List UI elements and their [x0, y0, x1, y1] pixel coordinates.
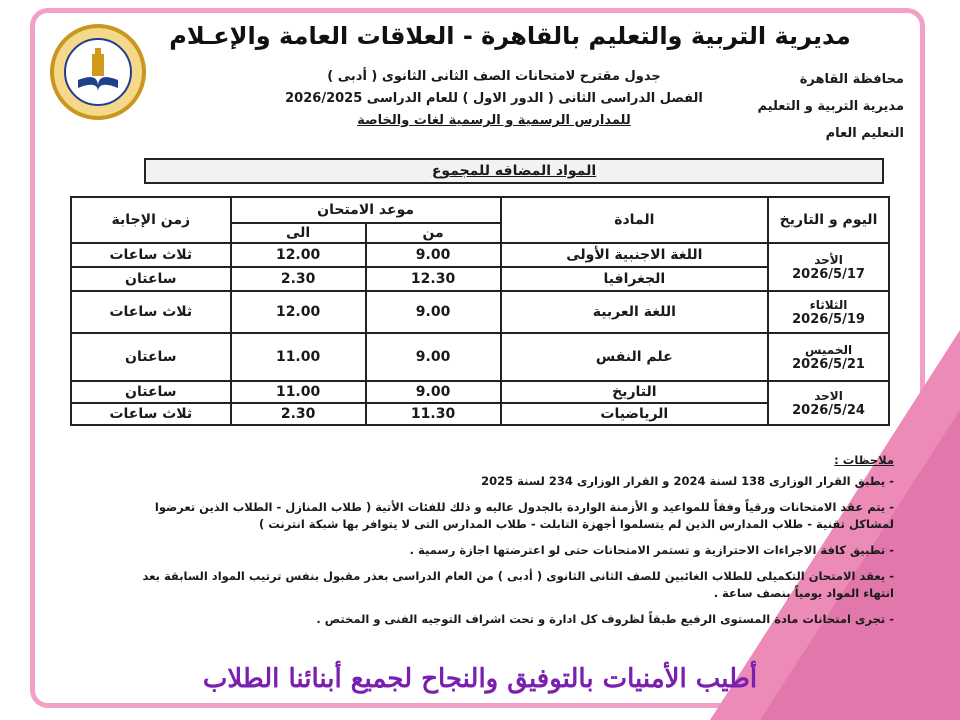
table-row [71, 381, 889, 403]
subject-cell: الرياضيات [501, 403, 769, 425]
from-cell: 9.00 [366, 333, 501, 381]
header-duration: زمن الإجابة [71, 197, 231, 243]
to-cell: 12.00 [231, 291, 366, 333]
duration-cell: ساعتان [71, 381, 231, 403]
header-from: من [366, 223, 501, 243]
duration-cell: ثلاث ساعات [71, 291, 231, 333]
footer-wishes: أطيب الأمنيات بالتوفيق والنجاح لجميع أبنائنا الطلاب [202, 664, 758, 694]
table-row [71, 333, 889, 381]
to-cell: 12.00 [231, 243, 366, 267]
note-item: - تجرى امتحانات مادة المستوى الرفيع طبقاً لظروف كل ادارة و تحت اشراف التوجيه الفنى و المختص . [316, 612, 894, 626]
exam-schedule-table [70, 196, 890, 426]
exam-document [64, 60, 904, 660]
header-day: اليوم و التاريخ [768, 197, 889, 243]
table-row [71, 291, 889, 333]
table-row [71, 267, 889, 291]
duration-cell: ثلاث ساعات [71, 243, 231, 267]
table-row [71, 403, 889, 425]
from-cell: 9.00 [366, 243, 501, 267]
issuer-line: التعليم العام [825, 126, 904, 141]
header-exam-time: موعد الامتحان [231, 197, 501, 223]
header-subject: المادة [501, 197, 769, 243]
subject-cell: اللغة الاجنبية الأولى [501, 243, 769, 267]
from-cell: 9.00 [366, 291, 501, 333]
subject-cell: التاريخ [501, 381, 769, 403]
day-cell: الخميس 2026/5/21 [768, 333, 889, 381]
issuer-line: مديرية التربية و التعليم [757, 99, 904, 114]
from-cell: 9.00 [366, 381, 501, 403]
subject-cell: الجغرافيا [501, 267, 769, 291]
day-cell: الثلاثاء 2026/5/19 [768, 291, 889, 333]
subject-cell: اللغة العربية [501, 291, 769, 333]
duration-cell: ساعتان [71, 333, 231, 381]
table-row [71, 243, 889, 267]
notes-title: ملاحظات : [834, 453, 894, 467]
duration-cell: ثلاث ساعات [71, 403, 231, 425]
notes-section [134, 452, 894, 637]
day-cell: الأحد 2026/5/17 [768, 243, 889, 291]
schedule-term: الفصل الدراسى الثانى ( الدور الاول ) للعام الدراسى 2026/2025 [285, 91, 703, 106]
note-item: - يطبق القرار الوزارى 138 لسنة 2024 و القرار الوزارى 234 لسنة 2025 [481, 474, 894, 488]
schedule-schools: للمدارس الرسمية و الرسمية لغات والخاصة [357, 113, 631, 128]
subject-cell: علم النفس [501, 333, 769, 381]
to-cell: 2.30 [231, 403, 366, 425]
to-cell: 2.30 [231, 267, 366, 291]
header-to: الى [231, 223, 366, 243]
issuer-block [714, 66, 904, 147]
to-cell: 11.00 [231, 333, 366, 381]
note-item: - تطبيق كافة الاجراءات الاحترازية و تستمر الامتحانات حتى لو اعترضتها اجازة رسمية . [409, 543, 894, 557]
schedule-title: جدول مقترح لامتحانات الصف الثانى الثانوى ( أدبى ) [327, 69, 661, 84]
note-item: - يتم عقد الامتحانات ورقياً وفقاً للمواعيد و الأزمنة الواردة بالجدول عاليه و ذلك للفئات الأتية ( طلاب المنازل - الطلاب الذين تعرضوا لمشاكل تقنية - طلاب المدارس الذين لم يتسلموا أجهزة التابلت - طلاب المدارس التى لا يتوافر بها شبكة انترنت ) [154, 500, 894, 531]
issuer-line: محافظة القاهرة [799, 72, 904, 87]
note-item: - يعقد الامتحان التكميلى للطلاب الغائبين للصف الثانى الثانوى ( أدبى ) من العام الدراسى بعذر مقبول بنفس ترتيب المواد السابقة بعد انتهاء المواد يومياً بنصف ساعة . [142, 569, 894, 600]
subject-heading: المواد المضافه للمجموع [144, 158, 884, 184]
day-cell: الاحد 2026/5/24 [768, 381, 889, 425]
schedule-title-block [284, 66, 704, 132]
from-cell: 11.30 [366, 403, 501, 425]
duration-cell: ساعتان [71, 267, 231, 291]
from-cell: 12.30 [366, 267, 501, 291]
banner-title: مديرية التربية والتعليم بالقاهرة - العلاقات العامة والإعـلام [169, 22, 851, 50]
to-cell: 11.00 [231, 381, 366, 403]
